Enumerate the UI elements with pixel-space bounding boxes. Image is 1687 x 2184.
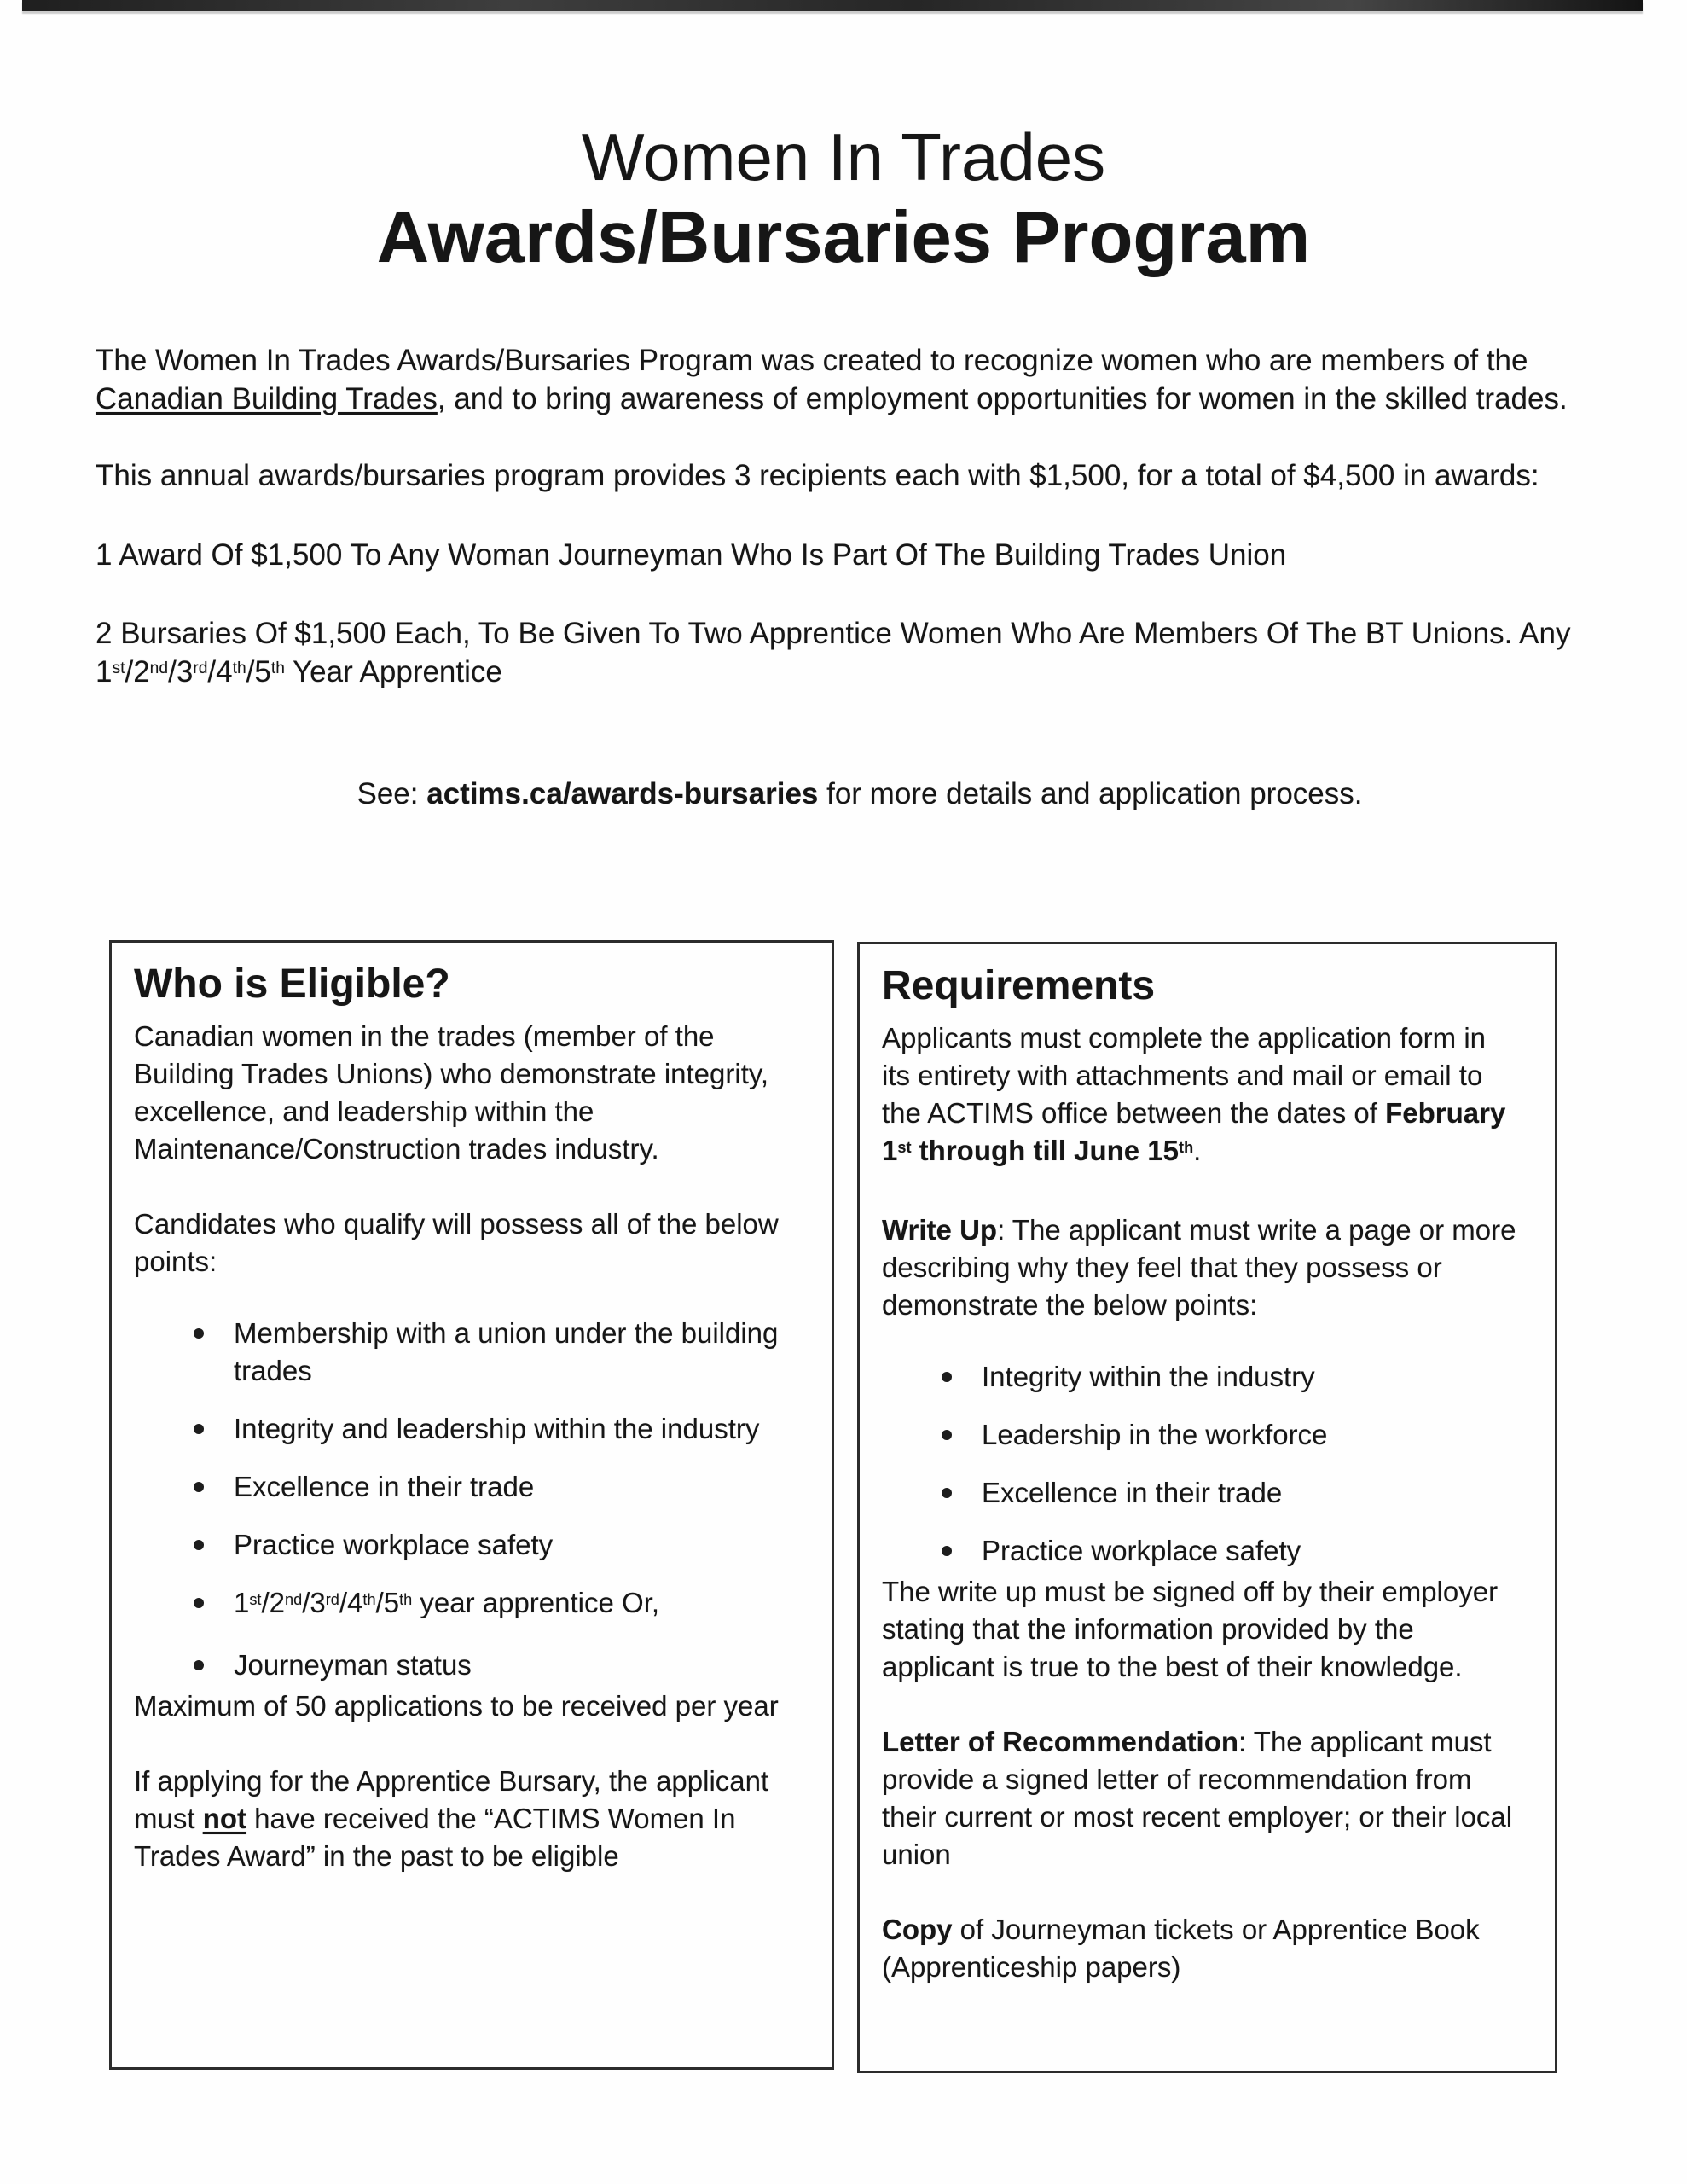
ordinal-4-suffix: th — [362, 1590, 376, 1608]
bullet-safety: Practice workplace safety — [882, 1532, 1521, 1570]
ordinal-5: 5 — [254, 655, 271, 688]
description-text-after: , and to bring awareness of employment opportunities for women in the skilled trades. — [437, 382, 1568, 415]
bursary-note-after: have received the “ACTIMS Women In Trades Award” in the past to be eligible — [134, 1803, 736, 1872]
program-description-paragraph — [96, 341, 1624, 418]
instructions-text: Applicants must complete the application form in its entirety with attachments and mail or email to the ACTIMS office between the dates of — [882, 1022, 1487, 1129]
date-end-suffix: th — [1179, 1138, 1194, 1156]
copy-text: of Journeyman tickets or Apprentice Book (Apprenticeship papers) — [882, 1914, 1480, 1983]
description-text-before: The Women In Trades Awards/Bursaries Program was created to recognize women who are members of the — [96, 344, 1528, 377]
document-header — [0, 118, 1687, 280]
copy-paragraph — [882, 1911, 1521, 1986]
write-up-text: : The applicant must write a page or more describing why they feel that they possess or demonstrate the below points: — [882, 1214, 1516, 1321]
ordinal-2: 2 — [133, 655, 150, 688]
bursaries-line — [96, 614, 1624, 696]
bursaries-text-before: 2 Bursaries Of $1,500 Each, To Be Given To Two Apprentice Women Who Are Members Of The BT Unions. Any — [96, 617, 1571, 650]
intro-section — [96, 341, 1624, 813]
ordinal-2-suffix: nd — [149, 659, 169, 678]
bullet-excellence: Excellence in their trade — [134, 1468, 809, 1506]
see-details-line — [96, 775, 1624, 813]
ordinal-2: 2 — [269, 1587, 286, 1618]
page-title-line1: Women In Trades — [581, 119, 1106, 195]
ordinal-slash: / — [302, 1587, 310, 1618]
bullet-leadership: Leadership in the workforce — [882, 1416, 1521, 1454]
date-start: February 1 — [882, 1097, 1506, 1166]
bursary-note-before: If applying for the Apprentice Bursary, the applicant must — [134, 1765, 769, 1834]
eligibility-description: Canadian women in the trades (member of the Building Trades Unions) who demonstrate integrity, excellence, and leadership within the Maintenance/Construction trades industry. — [134, 1020, 769, 1165]
ordinal-3: 3 — [176, 655, 194, 688]
ordinal-slash: / — [375, 1587, 384, 1618]
eligibility-bullet-list — [134, 1315, 809, 1684]
page-title-line2: Awards/Bursaries Program — [376, 197, 1311, 278]
bursaries-text-after: Year Apprentice — [284, 655, 502, 688]
date-start-suffix: st — [897, 1138, 912, 1156]
date-end: through till June 15 — [911, 1135, 1180, 1166]
ordinal-4: 4 — [216, 655, 233, 688]
ordinal-slash: / — [168, 655, 177, 688]
ordinal-4: 4 — [347, 1587, 363, 1618]
ordinal-4-suffix: th — [232, 659, 246, 678]
eligibility-heading: Who is Eligible? — [134, 961, 450, 1007]
bullet-excellence: Excellence in their trade — [882, 1474, 1521, 1512]
letter-of-recommendation-paragraph — [882, 1723, 1521, 1873]
write-up-label: Write Up — [882, 1214, 998, 1246]
ordinal-3-suffix: rd — [325, 1590, 339, 1608]
ordinal-5-suffix: th — [399, 1590, 413, 1608]
bullet-integrity: Integrity within the industry — [882, 1358, 1521, 1396]
ordinal-1: 1 — [234, 1587, 250, 1618]
instructions-period: . — [1193, 1135, 1202, 1166]
signoff-paragraph: The write up must be signed off by their employer stating that the information provided by the applicant is true to the best of their knowledge. — [882, 1576, 1499, 1682]
eligibility-box — [109, 940, 834, 2070]
candidates-qualify-paragraph: Candidates who qualify will possess all of the below points: — [134, 1208, 779, 1277]
requirements-box — [857, 942, 1557, 2073]
max-applications-note: Maximum of 50 applications to be received per year — [134, 1690, 779, 1722]
requirements-heading: Requirements — [882, 963, 1156, 1008]
ordinal-3-suffix: rd — [193, 659, 208, 678]
ordinal-1-suffix: st — [112, 659, 125, 678]
letter-label: Letter of Recommendation — [882, 1726, 1239, 1757]
letter-text: : The applicant must provide a signed letter of recommendation from their current or most recent employer; or their local union — [882, 1726, 1513, 1870]
requirements-bullet-list — [882, 1358, 1521, 1570]
see-suffix: for more details and application process. — [818, 777, 1363, 810]
website-link-text: actims.ca/awards-bursaries — [426, 777, 819, 810]
ordinal-5: 5 — [383, 1587, 400, 1618]
see-prefix: See: — [357, 777, 427, 810]
award-line: 1 Award Of $1,500 To Any Woman Journeyman Who Is Part Of The Building Trades Union — [96, 538, 1287, 572]
ordinal-2-suffix: nd — [285, 1590, 303, 1608]
bullet-journeyman-status: Journeyman status — [134, 1647, 809, 1684]
copy-label: Copy — [882, 1914, 953, 1945]
scan-artifact-top-bar — [22, 0, 1643, 11]
application-instructions — [882, 1019, 1521, 1174]
bullet-integrity-leadership: Integrity and leadership within the industry — [134, 1410, 809, 1448]
write-up-paragraph — [882, 1211, 1521, 1324]
bullet-membership: Membership with a union under the building trades — [134, 1315, 809, 1390]
ordinal-slash: / — [261, 1587, 270, 1618]
ordinal-slash: / — [207, 655, 217, 688]
ordinal-slash: / — [339, 1587, 348, 1618]
annual-program-paragraph: This annual awards/bursaries program provides 3 recipients each with $1,500, for a total of $4,500 in awards: — [96, 459, 1539, 492]
ordinal-slash: / — [246, 655, 255, 688]
not-emphasis: not — [202, 1803, 246, 1834]
bullet-apprentice-years — [134, 1584, 809, 1626]
ordinal-slash: / — [125, 655, 134, 688]
ordinal-1-suffix: st — [249, 1590, 262, 1608]
apprentice-years-text: year apprentice Or, — [412, 1587, 660, 1618]
bullet-safety: Practice workplace safety — [134, 1526, 809, 1564]
canadian-building-trades-underlined: Canadian Building Trades — [96, 382, 438, 415]
ordinal-1: 1 — [96, 655, 113, 688]
apprentice-bursary-note — [134, 1763, 809, 1875]
ordinal-5-suffix: th — [270, 659, 285, 678]
ordinal-3: 3 — [310, 1587, 326, 1618]
